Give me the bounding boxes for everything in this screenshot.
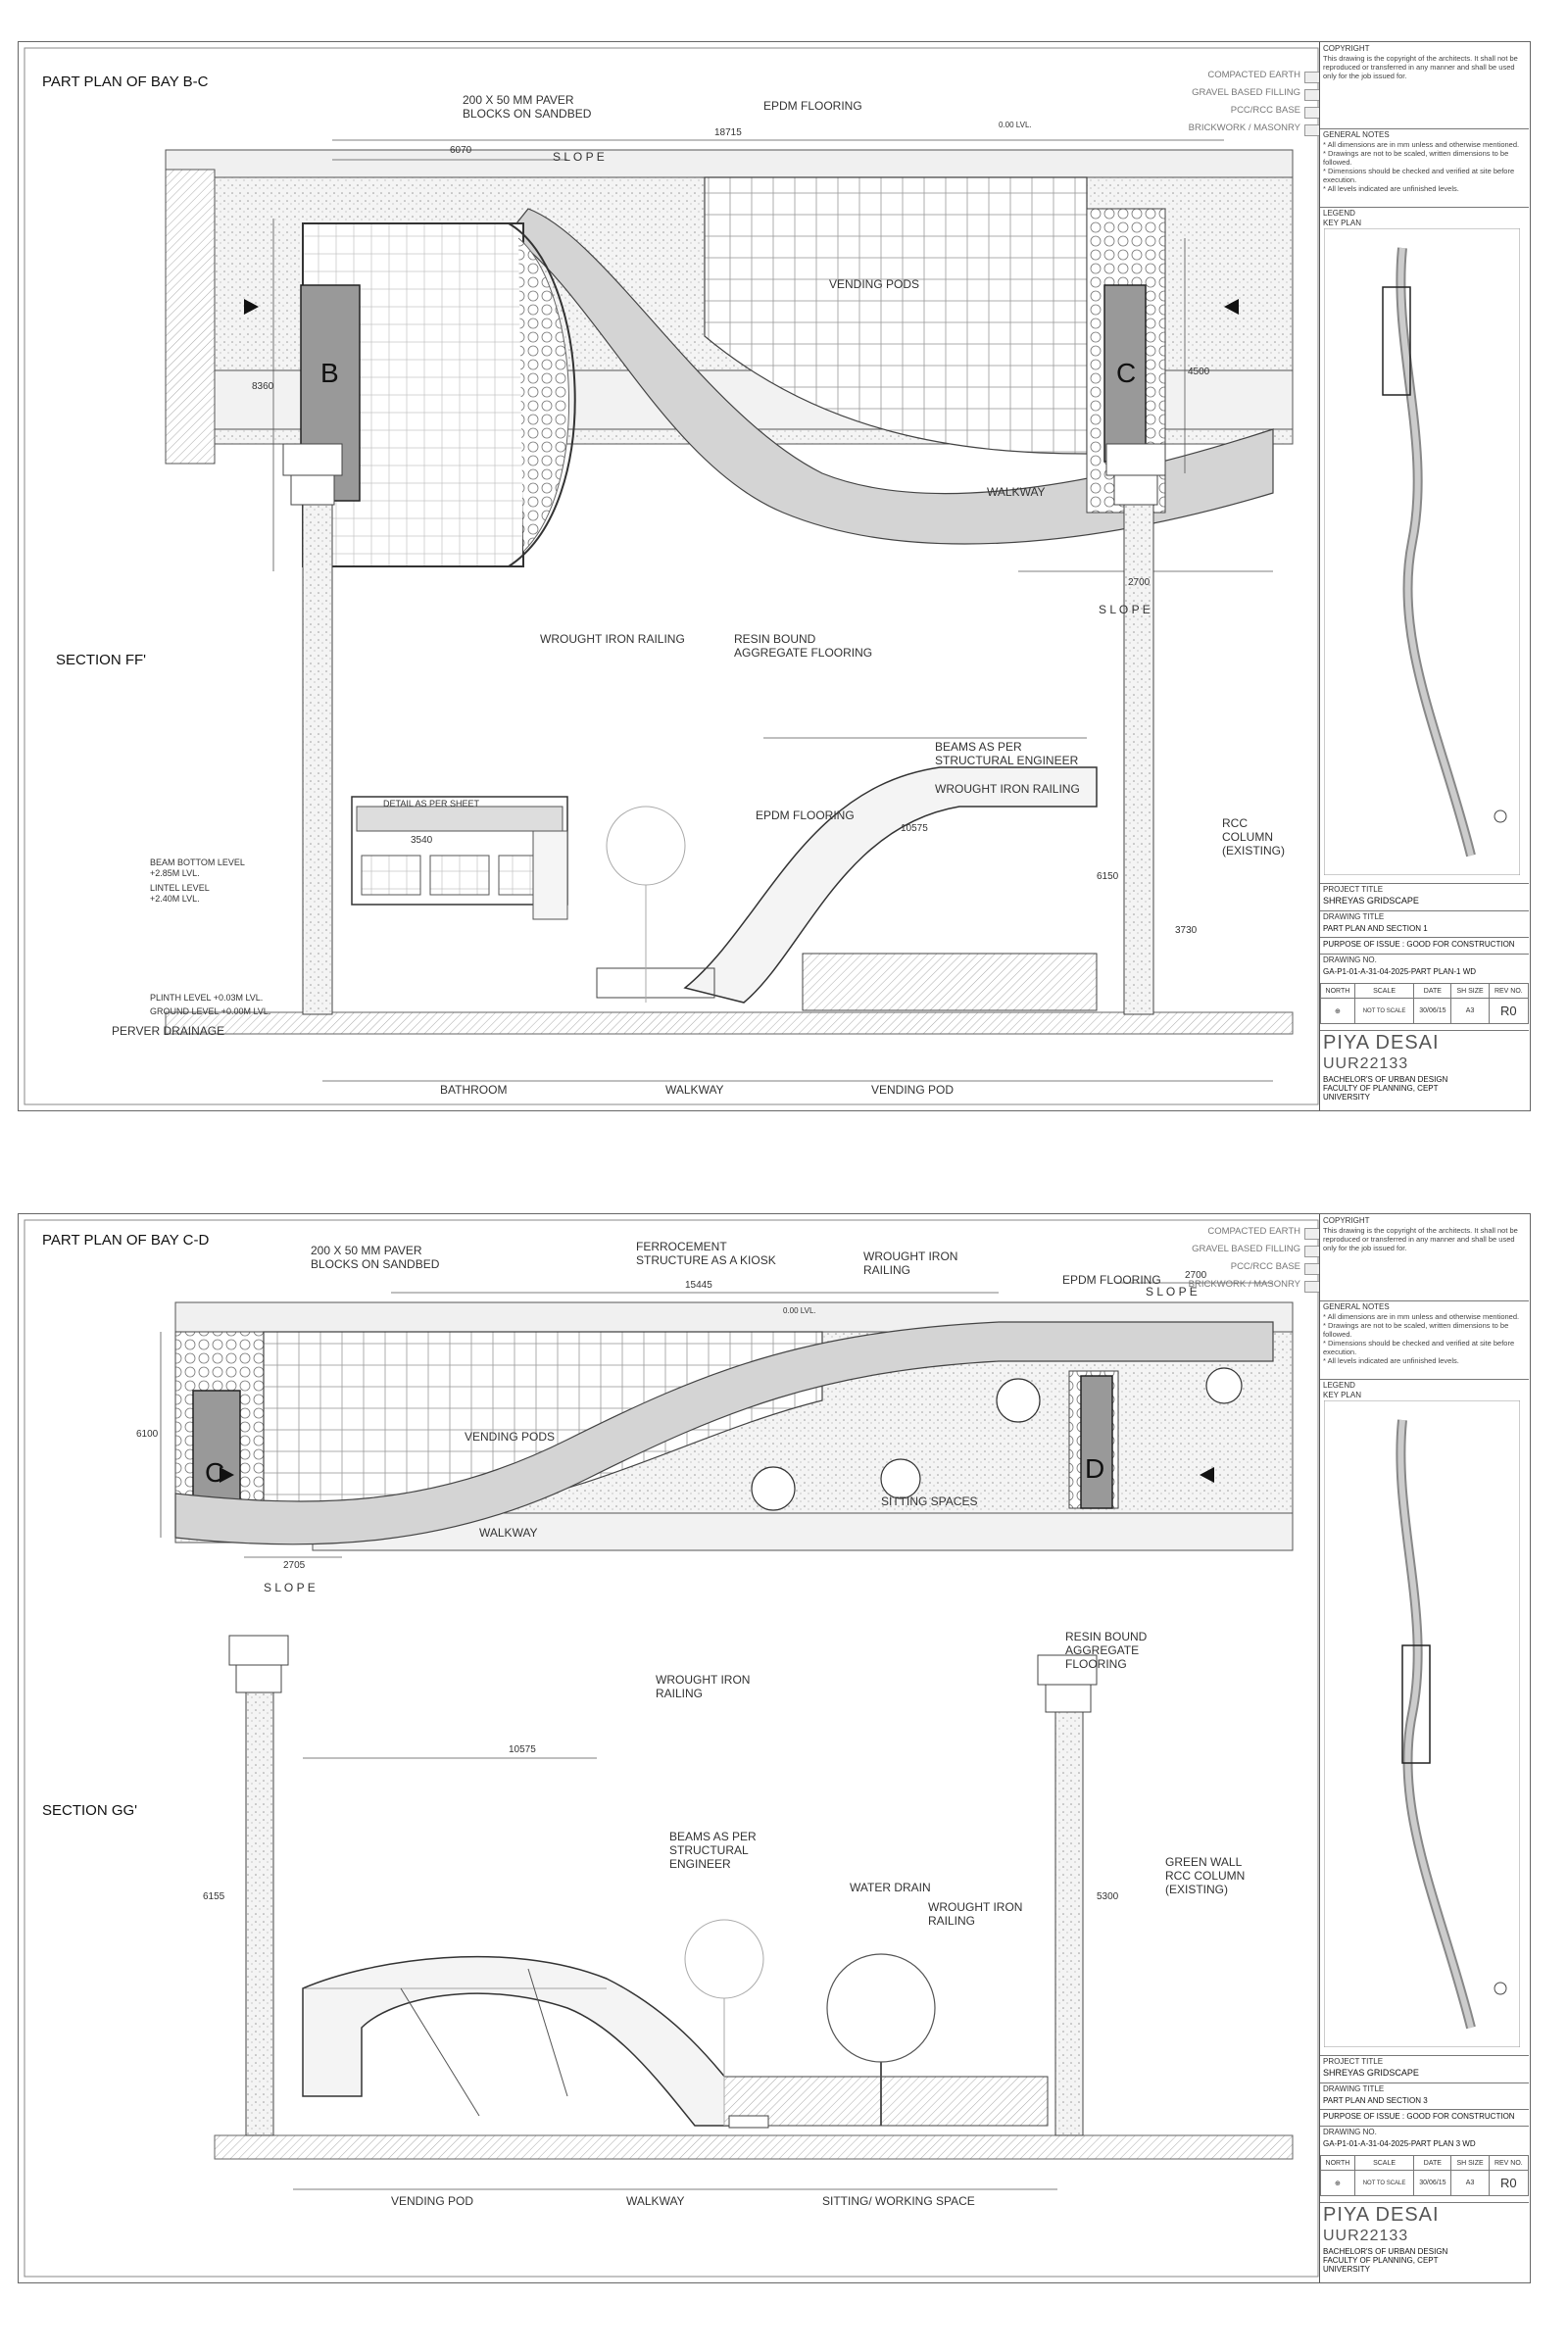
author-name: PIYA DESAI bbox=[1323, 1032, 1440, 1054]
purpose: PURPOSE OF ISSUE : GOOD FOR CONSTRUCTION bbox=[1323, 940, 1515, 949]
table-cell: 30/06/15 bbox=[1414, 999, 1451, 1024]
table-cell: R0 bbox=[1489, 999, 1528, 1024]
zone-sitting: SITTING/ WORKING SPACE bbox=[822, 2194, 975, 2208]
table-header: SH SIZE bbox=[1451, 2156, 1489, 2171]
beams-label: BEAMS AS PER STRUCTURAL ENGINEER bbox=[935, 740, 1079, 767]
walkway-label: WALKWAY bbox=[479, 1526, 538, 1540]
sitting-label: SITTING SPACES bbox=[881, 1494, 978, 1508]
plan-bay-c-d bbox=[161, 1283, 1293, 1557]
railing-top-label: WROUGHT IRON RAILING bbox=[863, 1250, 958, 1277]
legend-label: LEGEND bbox=[1323, 1381, 1355, 1390]
copyright-label: COPYRIGHT bbox=[1323, 1216, 1370, 1225]
institution: BACHELOR'S OF URBAN DESIGN FACULTY OF PLANNING, CEPT UNIVERSITY bbox=[1323, 2247, 1448, 2274]
title-block bbox=[1319, 1214, 1529, 2282]
legend-item: BRICKWORK / MASONRY bbox=[1188, 1279, 1300, 1290]
plan-title: PART PLAN OF BAY C-D bbox=[42, 1232, 210, 1249]
zone-bathroom: BATHROOM bbox=[440, 1083, 508, 1097]
notes-text: * All dimensions are in mm unless and otherwise mentioned. * Drawings are not to be scaled, written dimensions to be followed. * Dimensions should be checked and verified at site before execution. * All levels indicated are unfinished levels. bbox=[1323, 1312, 1520, 1365]
slope-bottom-label: S L O P E bbox=[1099, 603, 1151, 616]
vending-label: VENDING PODS bbox=[465, 1430, 556, 1444]
legend-swatch bbox=[1304, 107, 1320, 119]
paver-label: 200 X 50 MM PAVER BLOCKS ON SANDBED bbox=[463, 93, 592, 121]
epdm-label: EPDM FLOORING bbox=[1062, 1273, 1161, 1287]
table-header: SCALE bbox=[1354, 984, 1413, 999]
legend-item: PCC/RCC BASE bbox=[1230, 1261, 1300, 1272]
beams-label: BEAMS AS PER STRUCTURAL ENGINEER bbox=[669, 1830, 757, 1871]
dim-bath: 3540 bbox=[411, 835, 433, 846]
plan-title: PART PLAN OF BAY B-C bbox=[42, 74, 209, 90]
project-label: PROJECT TITLE bbox=[1323, 885, 1384, 894]
vending-label: VENDING PODS bbox=[829, 277, 920, 291]
beam-level-label: BEAM BOTTOM LEVEL +2.85M LVL. bbox=[150, 858, 245, 878]
legend-item: GRAVEL BASED FILLING bbox=[1192, 87, 1300, 98]
table-header: DATE bbox=[1414, 984, 1451, 999]
ground-level-label: GROUND LEVEL +0.00M LVL. bbox=[150, 1006, 271, 1016]
table-cell: R0 bbox=[1489, 2171, 1528, 2196]
table-header: REV NO. bbox=[1489, 2156, 1528, 2171]
dim-left-top: 6070 bbox=[450, 145, 472, 156]
keyplan-label: KEY PLAN bbox=[1323, 219, 1361, 227]
legend-item: GRAVEL BASED FILLING bbox=[1192, 1244, 1300, 1254]
legend-swatch bbox=[1304, 124, 1320, 136]
resin-label: RESIN BOUND AGGREGATE FLOORING bbox=[734, 632, 873, 660]
drawing-title-label: DRAWING TITLE bbox=[1323, 2084, 1385, 2093]
table-header: DATE bbox=[1414, 2156, 1451, 2171]
notes-label: GENERAL NOTES bbox=[1323, 1302, 1390, 1311]
title-block bbox=[1319, 42, 1529, 1110]
legend-swatch bbox=[1304, 72, 1320, 83]
legend-item: COMPACTED EARTH bbox=[1207, 70, 1300, 80]
zone-walkway: WALKWAY bbox=[665, 1083, 724, 1097]
table-cell: A3 bbox=[1451, 999, 1489, 1024]
legend-item: BRICKWORK / MASONRY bbox=[1188, 122, 1300, 133]
dim-h: 3730 bbox=[1175, 925, 1198, 936]
dim-h2: 5300 bbox=[1097, 1891, 1119, 1902]
legend-label: LEGEND bbox=[1323, 209, 1355, 218]
copyright-label: COPYRIGHT bbox=[1323, 44, 1370, 53]
dim-h2: 6150 bbox=[1097, 871, 1119, 882]
sheet2-drawing bbox=[19, 1214, 1530, 2282]
author-id: UUR22133 bbox=[1323, 2228, 1409, 2244]
project-label: PROJECT TITLE bbox=[1323, 2057, 1384, 2066]
railing-label: WROUGHT IRON RAILING bbox=[540, 632, 685, 646]
project-name: SHREYAS GRIDSCAPE bbox=[1323, 2068, 1419, 2078]
drawing-title-label: DRAWING TITLE bbox=[1323, 912, 1385, 921]
dim-top: 18715 bbox=[714, 127, 742, 138]
title-table bbox=[1320, 983, 1529, 1024]
resin-label: RESIN BOUND AGGREGATE FLOORING bbox=[1065, 1630, 1148, 1671]
legend-swatch bbox=[1304, 1281, 1320, 1293]
rcc-label: RCC COLUMN (EXISTING) bbox=[1165, 1869, 1246, 1896]
legend-item: PCC/RCC BASE bbox=[1230, 105, 1300, 116]
zone-walkway: WALKWAY bbox=[626, 2194, 685, 2208]
table-cell: NOT TO SCALE bbox=[1354, 2171, 1413, 2196]
north-arrow-icon: ⊕ bbox=[1321, 2171, 1355, 2196]
bay-d-label: D bbox=[1085, 1453, 1105, 1484]
lintel-level-label: LINTEL LEVEL +2.40M LVL. bbox=[150, 883, 210, 904]
zone-vending-pod: VENDING POD bbox=[871, 1083, 955, 1097]
dim-top: 15445 bbox=[685, 1280, 712, 1291]
dim-span: 10575 bbox=[509, 1744, 536, 1755]
dim-bottom: 2700 bbox=[1128, 577, 1151, 588]
title-table bbox=[1320, 2155, 1529, 2196]
legend-swatch bbox=[1304, 1228, 1320, 1240]
table-header: NORTH bbox=[1321, 984, 1355, 999]
key-plan-diagram bbox=[1324, 1400, 1520, 2047]
walkway-label: WALKWAY bbox=[987, 485, 1046, 499]
drawing-no: GA-P1-01-A-31-04-2025-PART PLAN 3 WD bbox=[1323, 2139, 1476, 2148]
copyright-text: This drawing is the copyright of the architects. It shall not be reproduced or transferred in any manner and shall be used only for the job issued for. bbox=[1323, 1226, 1518, 1252]
section-railing-label: WROUGHT IRON RAILING bbox=[935, 782, 1080, 796]
plinth-level-label: PLINTH LEVEL +0.03M LVL. bbox=[150, 993, 264, 1003]
legend-item: COMPACTED EARTH bbox=[1207, 1226, 1300, 1237]
section-gg bbox=[215, 1636, 1293, 2189]
level-label: 0.00 LVL. bbox=[999, 121, 1032, 129]
railing-bottom-label: WROUGHT IRON RAILING bbox=[656, 1673, 751, 1700]
table-cell: 30/06/15 bbox=[1414, 2171, 1451, 2196]
drainage-label: PERVER DRAINAGE bbox=[112, 1024, 225, 1038]
bay-c-label: C bbox=[1116, 358, 1137, 388]
dim-left: 6100 bbox=[136, 1429, 159, 1440]
table-header: SCALE bbox=[1354, 2156, 1413, 2171]
dim-h1: 8360 bbox=[252, 381, 274, 392]
slope-bottom-label: S L O P E bbox=[264, 1581, 316, 1594]
drawing-title: PART PLAN AND SECTION 1 bbox=[1323, 924, 1428, 933]
dim-top-right: 2700 bbox=[1185, 1270, 1207, 1281]
drawing-sheet-1 bbox=[18, 41, 1531, 1111]
legend-swatch bbox=[1304, 89, 1320, 101]
drawing-no-label: DRAWING NO. bbox=[1323, 2128, 1377, 2136]
epdm-label: EPDM FLOORING bbox=[763, 99, 862, 113]
keyplan-label: KEY PLAN bbox=[1323, 1391, 1361, 1399]
drawing-no-label: DRAWING NO. bbox=[1323, 956, 1377, 964]
legend-swatch bbox=[1304, 1263, 1320, 1275]
key-plan-diagram bbox=[1324, 228, 1520, 875]
section-title: SECTION FF' bbox=[56, 652, 147, 668]
table-cell: NOT TO SCALE bbox=[1354, 999, 1413, 1024]
level-label: 0.00 LVL. bbox=[783, 1306, 816, 1315]
slope-top-label: S L O P E bbox=[1146, 1285, 1198, 1298]
bay-c-label: C bbox=[205, 1457, 225, 1488]
table-header: REV NO. bbox=[1489, 984, 1528, 999]
detail-label: DETAIL AS PER SHEET bbox=[383, 799, 480, 808]
north-arrow-icon: ⊕ bbox=[1321, 999, 1355, 1024]
table-cell: A3 bbox=[1451, 2171, 1489, 2196]
legend-swatch bbox=[1304, 1246, 1320, 1257]
water-drain-label: WATER DRAIN bbox=[850, 1881, 931, 1894]
table-header: NORTH bbox=[1321, 2156, 1355, 2171]
dim-h: 6155 bbox=[203, 1891, 225, 1902]
green-wall-label: GREEN WALL bbox=[1165, 1855, 1243, 1869]
project-name: SHREYAS GRIDSCAPE bbox=[1323, 896, 1419, 906]
zone-vending-pod: VENDING POD bbox=[391, 2194, 474, 2208]
bay-b-label: B bbox=[320, 358, 339, 388]
author-id: UUR22133 bbox=[1323, 1055, 1409, 1072]
drawing-no: GA-P1-01-A-31-04-2025-PART PLAN-1 WD bbox=[1323, 967, 1477, 976]
dim-span: 10575 bbox=[901, 823, 928, 834]
notes-label: GENERAL NOTES bbox=[1323, 130, 1390, 139]
dim-h2: 4500 bbox=[1188, 367, 1210, 377]
ferro-label: FERROCEMENT STRUCTURE AS A KIOSK bbox=[636, 1240, 776, 1267]
notes-text: * All dimensions are in mm unless and otherwise mentioned. * Drawings are not to be scaled, written dimensions to be followed. * Dimensions should be checked and verified at site before execution. * All levels indicated are unfinished levels. bbox=[1323, 140, 1520, 193]
author-name: PIYA DESAI bbox=[1323, 2204, 1440, 2226]
drawing-title: PART PLAN AND SECTION 3 bbox=[1323, 2096, 1428, 2105]
purpose: PURPOSE OF ISSUE : GOOD FOR CONSTRUCTION bbox=[1323, 2112, 1515, 2121]
drawing-sheet-2 bbox=[18, 1213, 1531, 2283]
slope-top-label: S L O P E bbox=[553, 150, 605, 164]
dim-bottom: 2705 bbox=[283, 1560, 306, 1571]
section-epdm-label: EPDM FLOORING bbox=[756, 808, 855, 822]
section-title: SECTION GG' bbox=[42, 1802, 138, 1819]
paver-label: 200 X 50 MM PAVER BLOCKS ON SANDBED bbox=[311, 1244, 440, 1271]
copyright-text: This drawing is the copyright of the architects. It shall not be reproduced or transferred in any manner and shall be used only for the job issued for. bbox=[1323, 54, 1518, 80]
section-railing-label: WROUGHT IRON RAILING bbox=[928, 1900, 1023, 1928]
institution: BACHELOR'S OF URBAN DESIGN FACULTY OF PLANNING, CEPT UNIVERSITY bbox=[1323, 1075, 1448, 1102]
rcc-label: RCC COLUMN (EXISTING) bbox=[1222, 816, 1286, 858]
sheet1-drawing bbox=[19, 42, 1530, 1110]
table-header: SH SIZE bbox=[1451, 984, 1489, 999]
